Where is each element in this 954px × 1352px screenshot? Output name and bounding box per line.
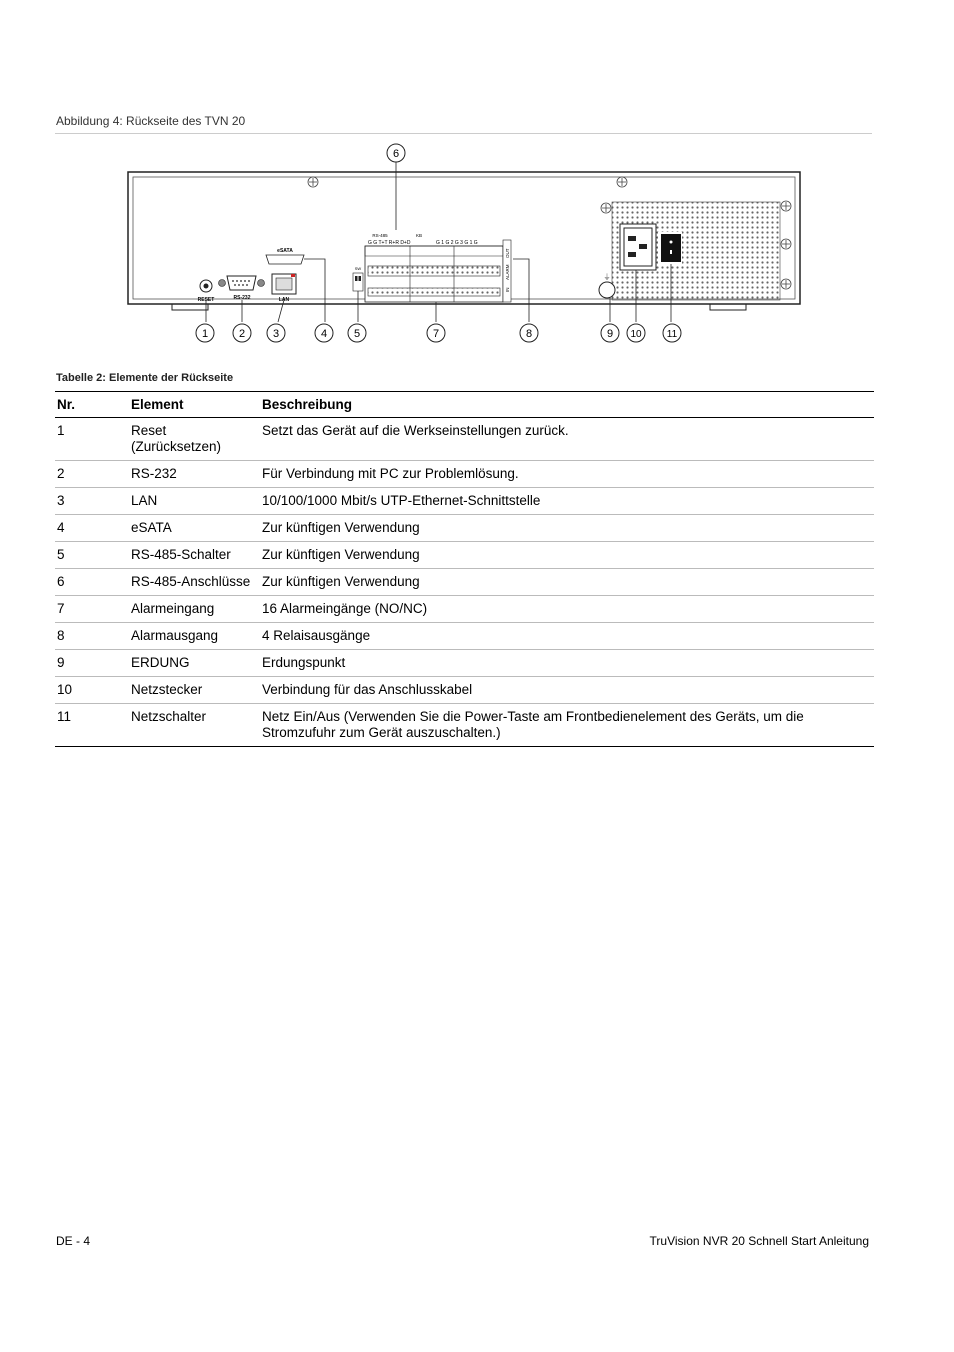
cell-description: 4 Relaisausgänge bbox=[260, 623, 874, 650]
cell-description: Netz Ein/Aus (Verwenden Sie die Power-Taste am Frontbedienelement des Geräts, um die Stromzufuhr zum Gerät auszuschalten.) bbox=[260, 704, 874, 747]
rs485-pins: G G T+T R+R D+D bbox=[368, 240, 411, 246]
kb-label: KB bbox=[415, 233, 423, 238]
rs232-label: RS-232 bbox=[233, 295, 251, 301]
cell-element: Reset (Zurücksetzen) bbox=[129, 418, 260, 461]
cell-nr: 3 bbox=[55, 488, 129, 515]
rear-elements-table bbox=[55, 391, 874, 747]
cell-description: Zur künftigen Verwendung bbox=[260, 569, 874, 596]
cell-description: Verbindung für das Anschlusskabel bbox=[260, 677, 874, 704]
callout-5 bbox=[348, 324, 366, 342]
figure-caption: Abbildung 4: Rückseite des TVN 20 bbox=[56, 114, 246, 128]
table-row bbox=[55, 542, 874, 569]
table-caption: Tabelle 2: Elemente der Rückseite bbox=[56, 372, 234, 384]
cell-description: 10/100/1000 Mbit/s UTP-Ethernet-Schnittstelle bbox=[260, 488, 874, 515]
svg-text:7: 7 bbox=[432, 328, 440, 340]
table-row bbox=[55, 418, 874, 461]
esata-label: eSATA bbox=[277, 248, 293, 254]
table-row bbox=[55, 461, 874, 488]
svg-text:8: 8 bbox=[525, 328, 533, 340]
callout-3 bbox=[267, 324, 285, 342]
ground-terminal bbox=[599, 282, 615, 298]
relay-pins: G 1 G 2 G 3 G 1 G bbox=[436, 240, 478, 246]
svg-text:9: 9 bbox=[606, 328, 614, 340]
cell-nr: 7 bbox=[55, 596, 129, 623]
cell-nr: 4 bbox=[55, 515, 129, 542]
table-header-row bbox=[55, 392, 874, 418]
cell-description: Zur künftigen Verwendung bbox=[260, 542, 874, 569]
callout-9 bbox=[601, 324, 619, 342]
svg-text:2: 2 bbox=[238, 328, 246, 340]
power-switch-icon bbox=[661, 234, 681, 262]
svg-text:5: 5 bbox=[353, 328, 361, 340]
cell-nr: 9 bbox=[55, 650, 129, 677]
callout-7 bbox=[427, 324, 445, 342]
table-row bbox=[55, 569, 874, 596]
power-supply bbox=[599, 202, 780, 300]
cell-element: RS-485-Anschlüsse bbox=[129, 569, 260, 596]
callout-2 bbox=[233, 324, 251, 342]
lan-label: LAN bbox=[278, 297, 290, 303]
cell-element: LAN bbox=[129, 488, 260, 515]
cell-nr: 6 bbox=[55, 569, 129, 596]
callout-11 bbox=[663, 324, 681, 342]
cell-element: RS-485-Schalter bbox=[129, 542, 260, 569]
cell-description: 16 Alarmeingänge (NO/NC) bbox=[260, 596, 874, 623]
alarm-out-label: OUT bbox=[505, 248, 510, 258]
callout-10 bbox=[627, 324, 645, 342]
cell-description: Erdungspunkt bbox=[260, 650, 874, 677]
cell-element: Alarmeingang bbox=[129, 596, 260, 623]
cell-nr: 8 bbox=[55, 623, 129, 650]
table-row bbox=[55, 704, 874, 747]
cell-nr: 5 bbox=[55, 542, 129, 569]
rs485-label: RS-485 bbox=[372, 233, 388, 238]
figure-rule bbox=[55, 133, 872, 134]
footer-document-title: TruVision NVR 20 Schnell Start Anleitung bbox=[649, 1234, 869, 1248]
cell-element: ERDUNG bbox=[129, 650, 260, 677]
rear-panel-diagram bbox=[120, 140, 810, 350]
foot-left bbox=[172, 304, 208, 310]
cell-nr: 10 bbox=[55, 677, 129, 704]
svg-text:6: 6 bbox=[392, 148, 400, 160]
reset-label: RESET bbox=[197, 297, 215, 303]
svg-text:4: 4 bbox=[320, 328, 328, 340]
table-row bbox=[55, 650, 874, 677]
callout-1 bbox=[196, 324, 214, 342]
sw-label: SW bbox=[354, 266, 362, 271]
table-row bbox=[55, 488, 874, 515]
cell-description: Zur künftigen Verwendung bbox=[260, 515, 874, 542]
header-description: Beschreibung bbox=[260, 392, 874, 418]
callout-8 bbox=[520, 324, 538, 342]
foot-right bbox=[710, 304, 746, 310]
alarm-label: ALARM bbox=[505, 264, 510, 280]
cell-element: Alarmausgang bbox=[129, 623, 260, 650]
cell-description: Setzt das Gerät auf die Werkseinstellungen zurück. bbox=[260, 418, 874, 461]
table-row bbox=[55, 515, 874, 542]
callout-4 bbox=[315, 324, 333, 342]
cell-description: Für Verbindung mit PC zur Problemlösung. bbox=[260, 461, 874, 488]
svg-text:10: 10 bbox=[630, 329, 642, 340]
cell-element: Netzschalter bbox=[129, 704, 260, 747]
svg-text:11: 11 bbox=[666, 329, 678, 340]
cell-nr: 2 bbox=[55, 461, 129, 488]
alarm-in-label: IN bbox=[505, 287, 510, 292]
callout-6 bbox=[387, 144, 405, 162]
cell-element: RS-232 bbox=[129, 461, 260, 488]
cell-element: Netzstecker bbox=[129, 677, 260, 704]
svg-text:3: 3 bbox=[272, 328, 280, 340]
table-row bbox=[55, 596, 874, 623]
footer-page-number: DE - 4 bbox=[56, 1234, 91, 1248]
table-row bbox=[55, 623, 874, 650]
header-element: Element bbox=[129, 392, 260, 418]
cell-element: eSATA bbox=[129, 515, 260, 542]
table-row bbox=[55, 677, 874, 704]
ground-icon: ⏚ bbox=[603, 274, 611, 281]
svg-text:1: 1 bbox=[201, 328, 209, 340]
cell-nr: 1 bbox=[55, 418, 129, 461]
cell-nr: 11 bbox=[55, 704, 129, 747]
header-nr: Nr. bbox=[55, 392, 129, 418]
